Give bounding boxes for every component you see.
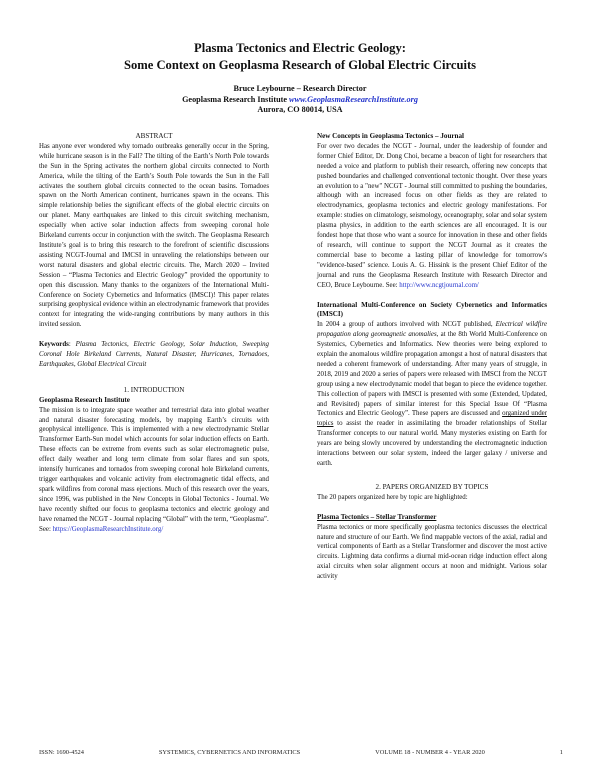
introduction-see: See: https://GeoplasmaResearchInstitute.org/ — [39, 525, 164, 533]
author-affiliation — [40, 95, 560, 106]
abstract-heading: ABSTRACT — [135, 132, 173, 140]
left-column — [39, 132, 269, 534]
author-name: Bruce Leybourne – Research Director — [233, 84, 367, 93]
introduction-heading: 1. INTRODUCTION — [123, 385, 185, 394]
author-address: Aurora, CO 80014, USA — [257, 105, 343, 114]
title-line-2: Some Context on Geoplasma Research of Global Electric Circuits — [123, 58, 477, 72]
new-concepts-heading: New Concepts in Geoplasma Tectonics – Journal — [317, 132, 465, 140]
footer-issn: ISSN: 1690-4524 — [39, 749, 84, 756]
keywords: Keywords: Plasma Tectonics, Electric Geology, Solar Induction, Sweeping Coronal Hole Birkeland Currents, Natural Disaster, Hurricanes, Tornadoes, Earthquakes, Global Electrical Circuit — [39, 341, 269, 368]
papers-heading: 2. PAPERS ORGANIZED BY TOPICS — [375, 482, 489, 491]
papers-intro: The 20 papers organized here by topic are highlighted: — [317, 493, 468, 501]
institute-name: Geoplasma Research Institute — [182, 94, 287, 104]
imsci-text: In 2004 a group of authors involved with NCGT published, Electrical wildfire propagation along geomagnetic anomalies, at the 8th World Multi-Conference on Systemics, Cybernetics and Informatics. New theories were being explored to explain the anomalous wildfire propagation amongst a host of natural disasters that needed a coherent framework of understanding. After many years of struggle, in 2018, 2019 and 2020 a series of papers were released with IMSCI from the NCGT group using a new electrodynamic model that began to piece the evidence together. This collection of papers with IMSCI is presented with some (Extended, Updated, and Revisited) papers of similar interest for this Special Issue Of “Plasma Tectonics and Electric Geology”. These papers are discussed and organized under topics to assist the reader in assimilating the broader relationships of Stellar Transformer concepts to our natural world. Many mysteries existing on Earth for years are being slowly uncovered by understanding the electromagnetic induction interactions between our solar system, indeed the larger galaxy / universe and earth. — [317, 321, 548, 467]
institute-website-link[interactable]: https://GeoplasmaResearchInstitute.org/ — [52, 525, 164, 533]
page-footer — [39, 749, 563, 756]
introduction-subheading: Geoplasma Research Institute — [39, 395, 130, 404]
paper-title — [40, 40, 560, 74]
institute-url-link[interactable]: www.GeoplasmaResearchInstitute.org — [289, 94, 418, 104]
abstract-text: Has anyone ever wondered why tornado outbreaks generally occur in the Spring, while hurricane season is in the Fall? The tilting of the Earth’s North Pole towards the Sun in the Spring activates the northern global circuits connected to North America, while the tilting of the Earth’s South Pole towards the Sun in the Fall activates the southern global circuits connected to the ocean basins. Tornadoes spawn on the North American continent, hurricanes spawn in the oceans. This simple relationship belies the significant effects of the global electric circuits on our planet. Many earthquakes are linked to this circuit switching mechanism, especially when active solar induction affects from sweeping coronal hole Birkeland currents occur in conjunction with the switch. The Geoplasma Research Institute’s goal is to bring this research to the forefront of scientific discussions assisting NCGT-Journal and IMCSI in unraveling the relationships between our worst natural disasters and global electric circuits. The, March 2020 – Invited Session – “Plasma Tectonics and Electric Geology” provided the opportunity to open this discussion. Many thanks to the organizers of the International Multi-Conference on Society Cybernetics and Informatics (IMSCI)! This paper relates surprising geophysical evidence within an electrodynamic framework that provides context for integrating the wide-ranging contributions by many authors in this invited session. — [39, 142, 269, 329]
ncgt-journal-link[interactable]: http://www.ncgtjournal.com/ — [399, 281, 479, 289]
footer-volume: VOLUME 18 - NUMBER 4 - YEAR 2020 — [375, 749, 485, 756]
imsci-heading: International Multi-Conference on Society Cybernetics and Informatics (IMSCI) — [317, 300, 547, 319]
plasma-tectonics-text: Plasma tectonics or more specifically geoplasma tectonics discusses the electrical nature and structure of our Earth. We find mappable vectors of the axial, radial and vertical components of Earth as a Stellar Transformer and discover the most active circuits. Lightning data confirms a diurnal mid-ocean ridge induction effect along axial circuits when solar alignment occurs at noon and midnight. Various solar activity — [317, 523, 547, 581]
introduction-text: The mission is to integrate space weather and terrestrial data into global weather and natural disaster forecasting models, by mapping Earth’s circuits with geophysical intelligence. This is implemented with a new electrodynamic Stellar Transformer Earth-Sun model which accounts for solar induction effects on Earth. These effects can be extreme from events such as solar electromagnetic pulse, effect daily weather and long term climate from solar flares and sun spots, intensify hurricanes and tornados from sweeping coronal hole Birkeland currents, trigger earthquakes and volcanic activity from electromagnetic tidal effects, and spark wildfires from coronal mass ejections. Much of this research over the years, since 1996, was published in the New Concepts in Global Tectonics - Journal. We have recently shifted our focus to geoplasma tectonics and electric geology and have renamed the NCGT - Journal replacing “Global” with the term, “Geoplasma”. — [39, 406, 269, 523]
author-block — [40, 84, 560, 116]
keywords-label: Keywords — [39, 341, 69, 349]
plasma-tectonics-subheading: Plasma Tectonics – Stellar Transformer — [317, 512, 437, 521]
footer-page-number: 1 — [559, 749, 563, 756]
new-concepts-text: For over two decades the NCGT - Journal, under the leadership of founder and former Chief Editor, Dr. Dong Choi, became a beacon of light for researchers that needed a voice and platform to publish their research, offering new concepts that pushed boundaries and challenged conventional tectonic thought. Over these years an evolution to a "new" NCGT - Journal still committed to pushing the boundaries, although with an increased focus on other fields as they are related to electrodynamics, geoplasma tectonics and electric geology manifestations. For example: studies on climatology, seismology, oceanography, solar and solar system plasma physics, in addition to the earth sciences are all encouraged. It is our fondest hope that those who want a source for innovation in these and other fields of research, will continue to support the NCGT Journal as it creates the commercial base to become a lasting pillar of knowledge for tomorrow's "evidence-based" science. Louis A. G. Hissink is the present Chief Editor of the journal and runs the Geoplasma Research Institute with Research Director and CEO, Bruce Leybourne. See: http://www.ncgtjournal.com/ — [317, 142, 547, 289]
keywords-text: Plasma Tectonics, Electric Geology, Solar Induction, Sweeping Coronal Hole Birkeland Currents, Natural Disaster, Hurricanes, Tornadoes, Earthquakes, Global Electrical Circuit — [39, 341, 269, 368]
right-column — [317, 132, 547, 582]
footer-journal: SYSTEMICS, CYBERNETICS AND INFORMATICS — [158, 749, 301, 756]
title-line-1: Plasma Tectonics and Electric Geology: — [194, 41, 406, 55]
